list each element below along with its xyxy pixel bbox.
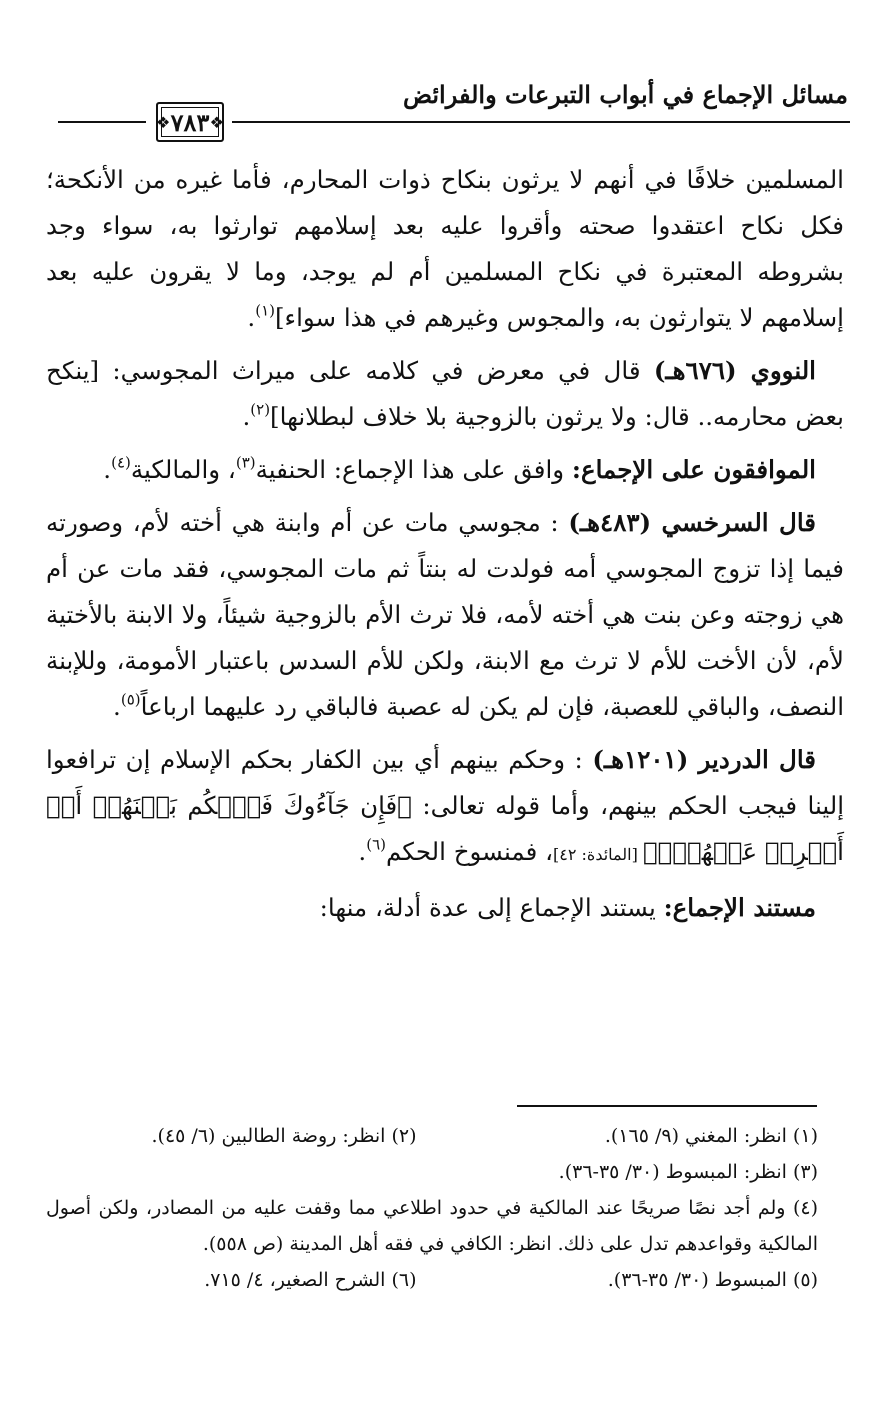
- footnote-ref: (٤): [111, 453, 131, 472]
- page-header: [48, 80, 848, 137]
- footnote-ref: (٥): [120, 690, 141, 709]
- footnote-ref: (٦): [366, 835, 386, 854]
- footnotes: [46, 1118, 818, 1298]
- verse-citation: [المائدة: ٤٢]: [553, 845, 643, 864]
- paragraph-sarakhsi: قال السرخسي (٤٨٣هـ) : مجوسي مات عن أم وابنة هي أخته لأم، وصورته فيما إذا تزوج المجوسي أمه فولدت له بنتاً ثم مات المجوسي، فقد مات عن أم هي زوجته وعن بنت هي أخته لأمه، فلا ترث الأم بالزوجية شيئاً، ولا الابنة بالأختية لأم، لأن الأخت للأم لا ترث مع الابنة، ولكن للأم السدس باعتبار الأمومة، وللإبنة النصف، والباقي للعصبة، فإن لم يكن له عصبة فالباقي رد عليهما ارباعاً$^{(٥)}$.: [46, 508, 844, 721]
- footnote-1: (١) انظر: المغني (٩/ ١٦٥).: [604, 1125, 818, 1147]
- paragraph-lead: قال السرخسي (٤٨٣هـ): [568, 508, 816, 537]
- footnote-5: (٥) المبسوط (٣٠/ ٣٥-٣٦).: [607, 1269, 818, 1291]
- main-text: [46, 157, 844, 931]
- page-number: ٧٨٣: [170, 108, 210, 137]
- paragraph-lead: الموافقون على الإجماع:: [571, 455, 816, 484]
- footnote-ref: (١): [255, 301, 275, 320]
- paragraph-dardir: قال الدردير (١٢٠١هـ) : وحكم بينهم أي بين الكفار بحكم الإسلام إن ترافعوا إلينا فيجب الحكم بينهم، وأما قوله تعالى: ﴿فَإِن جَآءُوكَ فَٱحۡكُم بَيۡنَهُمۡ أَوۡ أَعۡرِضۡ عَنۡهُمۡۖ﴾ [المائدة: ٤٢]، فمنسوخ الحكم$^{(٦)}$.: [46, 745, 844, 866]
- footnote-ref: (٣): [235, 453, 256, 472]
- footnote-row: [46, 1262, 818, 1298]
- footnote-row: [46, 1190, 818, 1262]
- ornament-left-icon: ❖: [156, 113, 171, 132]
- footnote-3: (٣) انظر: المبسوط (٣٠/ ٣٥-٣٦).: [558, 1161, 818, 1183]
- paragraph-lead: النووي (٦٧٦هـ): [653, 356, 816, 385]
- paragraph-lead: قال الدردير (١٢٠١هـ): [592, 745, 816, 774]
- paragraph-basis: مستند الإجماع: يستند الإجماع إلى عدة أدلة، منها:: [319, 893, 816, 922]
- footnote-row: [46, 1154, 818, 1190]
- page-number-frame: [156, 102, 224, 142]
- quran-verse: ﴿فَإِن جَآءُوكَ فَٱحۡكُم بَيۡنَهُمۡ أَوۡ أَعۡرِضۡ عَنۡهُمۡۖ﴾: [46, 791, 844, 866]
- paragraph-concurring: الموافقون على الإجماع: وافق على هذا الإجماع: الحنفية$^{(٣)}$، والمالكية$^{(٤)}$.: [103, 453, 816, 484]
- page-number-badge: [146, 98, 232, 144]
- footnote-6: (٦) الشرح الصغير، ٤/ ٧١٥.: [204, 1269, 417, 1291]
- footnote-separator: [517, 1105, 817, 1107]
- footnote-row: [46, 1118, 818, 1154]
- running-title: مسائل الإجماع في أبواب التبرعات والفرائض: [402, 80, 848, 109]
- footnote-4: (٤) ولم أجد نصًا صريحًا عند المالكية في حدود اطلاعي مما وقفت عليه من المصادر، ولكن أصول المالكية وقواعدهم تدل على ذلك. انظر: الكافي في فقه أهل المدينة (ص ٥٥٨).: [46, 1197, 818, 1255]
- footnote-2: (٢) انظر: روضة الطالبين (٦/ ٤٥).: [151, 1125, 417, 1147]
- footnote-ref: (٢): [250, 400, 271, 419]
- paragraph-continuation: المسلمين خلافًا في أنهم لا يرثون بنكاح ذوات المحارم، فأما غيره من الأنكحة؛ فكل نكاح اعتقدوا صحته وأقروا عليه بعد إسلامهم توارثوا به، سواء وجد بشروطه المعتبرة في نكاح المسلمين أم لم يوجد، وما لا يقرون عليه بعد إسلامهم لا يتوارثون به، والمجوس وغيرهم في هذا سواء]$^{(١)}$.: [46, 165, 844, 332]
- paragraph-lead: مستند الإجماع:: [663, 893, 816, 922]
- paragraph-nawawi: النووي (٦٧٦هـ) قال في معرض في كلامه على ميراث المجوسي: [ينكح بعض محارمه.. قال: ولا يرثون بالزوجية بلا خلاف لبطلانها]$^{(٢)}$.: [46, 356, 844, 431]
- ornament-right-icon: ❖: [209, 113, 224, 132]
